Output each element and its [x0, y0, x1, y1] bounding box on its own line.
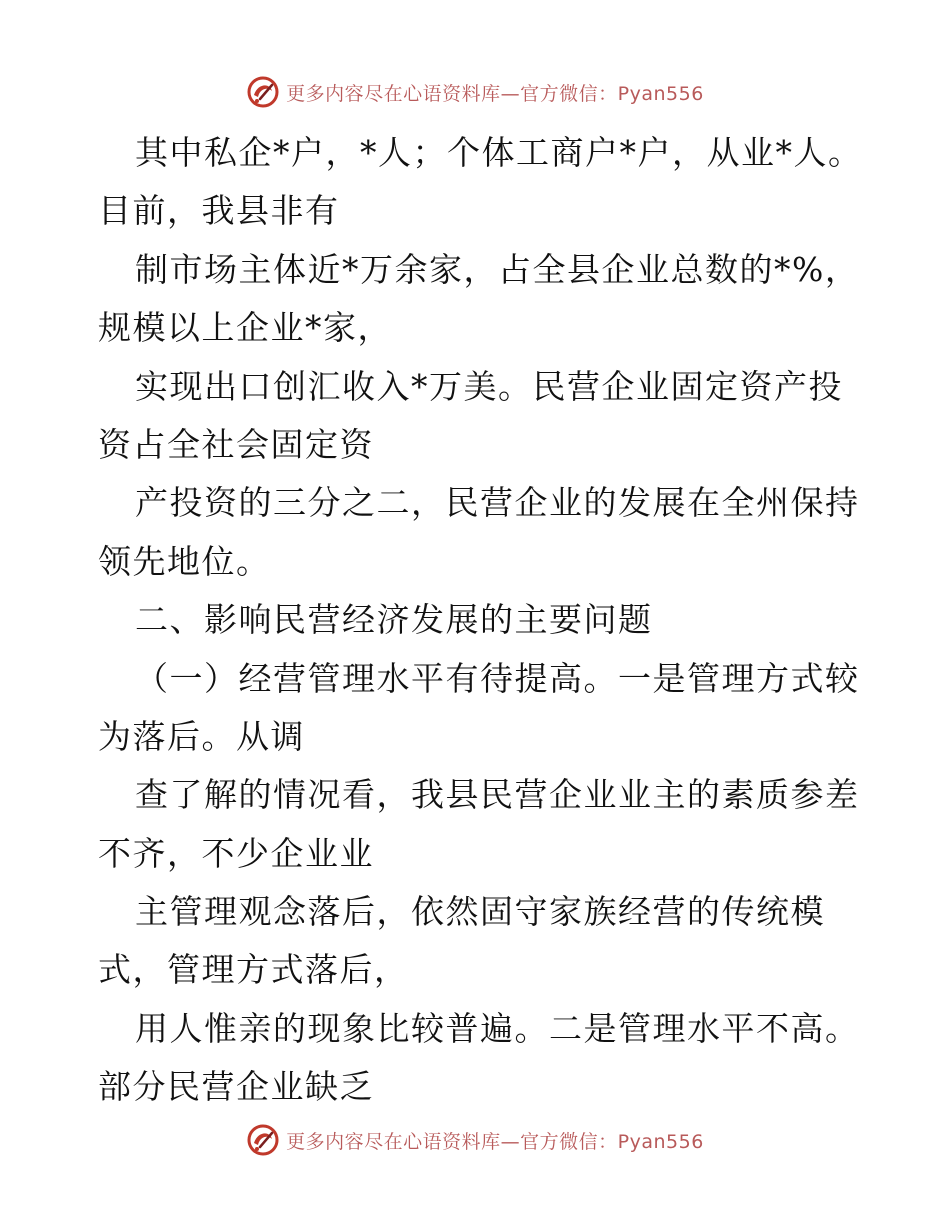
- text-line: 式，管理方式落后，: [98, 950, 409, 990]
- text-line: 目前，我县非有: [98, 191, 340, 231]
- text-line: 主管理观念落后，依然固守家族经营的传统模: [135, 892, 825, 932]
- text-line: 查了解的情况看，我县民营企业业主的素质参差: [135, 775, 860, 815]
- text-line: 制市场主体近*万余家，占全县企业总数的*%，: [135, 249, 860, 289]
- header-banner: [0, 72, 950, 112]
- text-line: 为落后。从调: [98, 716, 305, 756]
- text-line: 用人惟亲的现象比较普遍。二是管理水平不高。: [135, 1008, 860, 1048]
- document-body: [98, 124, 863, 1117]
- text-line: 产投资的三分之二，民营企业的发展在全州保持: [135, 483, 860, 523]
- text-line: 领先地位。: [98, 541, 271, 581]
- text-line: 资占全社会固定资: [98, 424, 374, 464]
- text-line: 规模以上企业*家，: [98, 308, 392, 348]
- header-banner-text: 更多内容尽在心语资料库—官方微信：Pyan556: [286, 82, 704, 105]
- red-swirl-logo-icon: [246, 75, 280, 109]
- text-line: 实现出口创汇收入*万美。民营企业固定资产投: [135, 366, 843, 406]
- red-swirl-logo-icon: [246, 1123, 280, 1157]
- text-line: （一）经营管理水平有待提高。一是管理方式较: [135, 658, 860, 698]
- text-line: 二、影响民营经济发展的主要问题: [135, 600, 653, 640]
- footer-banner: [0, 1120, 950, 1160]
- text-line: 其中私企*户，*人；个体工商户*户，从业*人。: [135, 133, 863, 172]
- text-line: 部分民营企业缺乏: [98, 1067, 374, 1107]
- text-line: 不齐，不少企业业: [98, 833, 374, 873]
- footer-banner-text: 更多内容尽在心语资料库—官方微信：Pyan556: [286, 1130, 704, 1153]
